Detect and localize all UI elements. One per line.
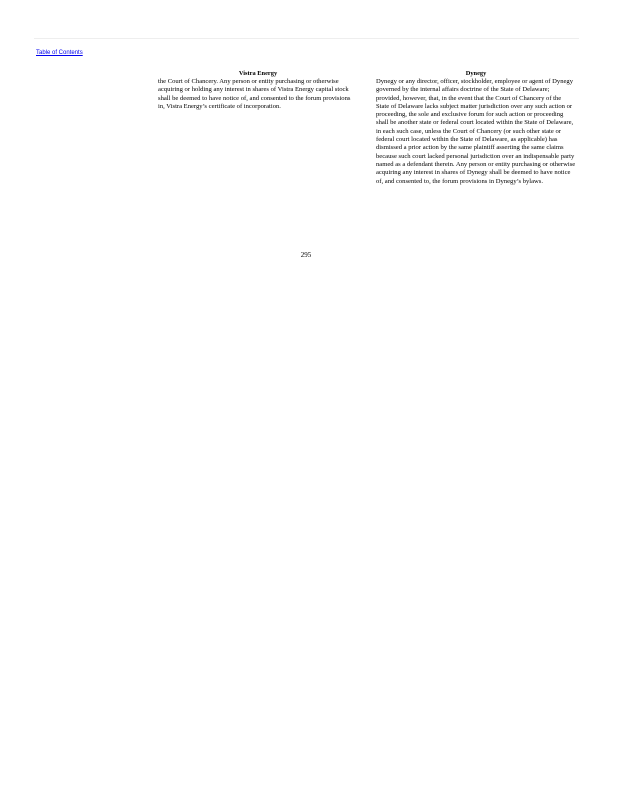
page-number: 295 bbox=[300, 251, 312, 259]
page-top-divider bbox=[34, 38, 579, 39]
dynegy-text: Dynegy or any director, officer, stockholder, employee or agent of Dynegy governed by the internal affairs doctrine of the State of Delaware; provided, however, that, in the event that the Court of Chancery of the State of Delaware lacks subject matter jurisdiction over any such action or proceeding, the sole and exclusive forum for such action or proceeding shall be another state or federal court located within the State of Delaware, in each such case, unless the Court of Chancery (or such other state or federal court located within the State of Delaware, as applicable) has dismissed a prior action by the same plaintiff asserting the same claims because such court lacked personal jurisdiction over an indispensable party named as a defendant therein. Any person or entity purchasing or otherwise acquiring any interest in shares of Dynegy shall be deemed to have notice of, and consented to, the forum provisions in Dynegy’s bylaws. bbox=[376, 78, 576, 185]
dynegy-heading: Dynegy bbox=[465, 70, 487, 77]
vistra-energy-text: the Court of Chancery. Any person or entity purchasing or otherwise acquiring or holding any interest in shares of Vistra Energy capital stock shall be deemed to have notice of, and consented to the forum provisions in, Vistra Energy’s certificate of incorporation. bbox=[158, 78, 351, 110]
vistra-energy-heading: Vistra Energy bbox=[238, 70, 278, 77]
vistra-energy-column bbox=[158, 70, 358, 111]
table-of-contents-link[interactable]: Table of Contents bbox=[36, 50, 83, 56]
dynegy-column bbox=[376, 70, 576, 186]
